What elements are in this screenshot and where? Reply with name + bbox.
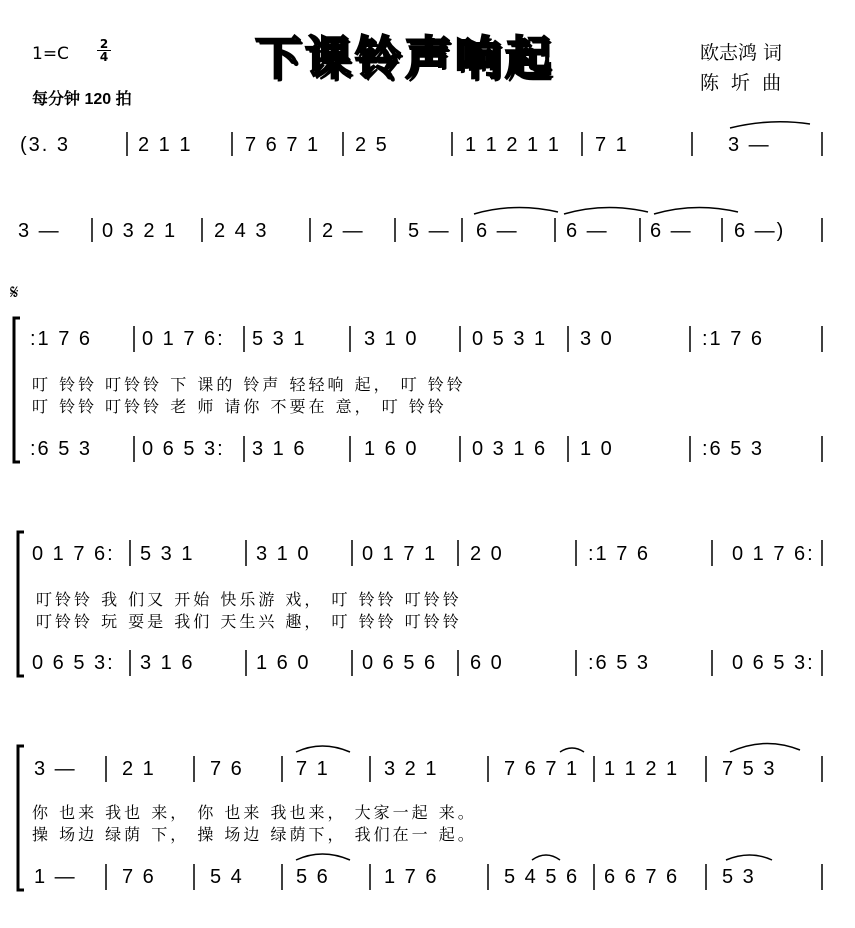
- lyricist-credit: 欧志鸿 词: [700, 42, 783, 64]
- system2-barlines: [130, 540, 822, 676]
- system3-barlines: [106, 756, 822, 890]
- tie: [730, 122, 810, 128]
- key-signature: 1=C: [32, 44, 69, 64]
- tie: [296, 746, 350, 752]
- system1-barlines: [134, 326, 822, 462]
- tie: [560, 748, 584, 752]
- system2-lyric-verse2: 叮铃铃 玩 耍是 我们 天生兴 趣， 叮 铃铃 叮铃铃: [36, 612, 462, 631]
- system1-lyric-verse2: 叮 铃铃 叮铃铃 老 师 请你 不要在 意， 叮 铃铃: [32, 397, 447, 416]
- segno-sign: 𝄋: [10, 280, 19, 304]
- tie: [564, 207, 648, 214]
- tie: [532, 855, 560, 860]
- tie: [730, 743, 800, 752]
- system2-lyric-verse1: 叮铃铃 我 们又 开始 快乐游 戏， 叮 铃铃 叮铃铃: [36, 590, 462, 609]
- tie: [296, 854, 350, 860]
- song-title: 下课铃声响起: [255, 31, 555, 85]
- system-bracket: [18, 746, 24, 890]
- system-bracket: [18, 532, 24, 676]
- system1-lyric-verse1: 叮 铃铃 叮铃铃 下 课的 铃声 轻轻响 起， 叮 铃铃: [32, 375, 466, 394]
- tempo-marking: 每分钟 120 拍: [32, 91, 132, 108]
- system3-lyric-verse1: 你 也来 我也 来， 你 也来 我也来， 大家一起 来。: [32, 803, 477, 822]
- system3-lyric-verse2: 操 场边 绿荫 下， 操 场边 绿荫下， 我们在一 起。: [32, 825, 477, 844]
- tie: [474, 207, 558, 214]
- system-bracket: [14, 318, 20, 462]
- tie: [726, 855, 772, 860]
- tie: [654, 207, 738, 214]
- composer-credit: 陈 圻 曲: [700, 72, 785, 94]
- time-signature: 2 4: [97, 38, 111, 63]
